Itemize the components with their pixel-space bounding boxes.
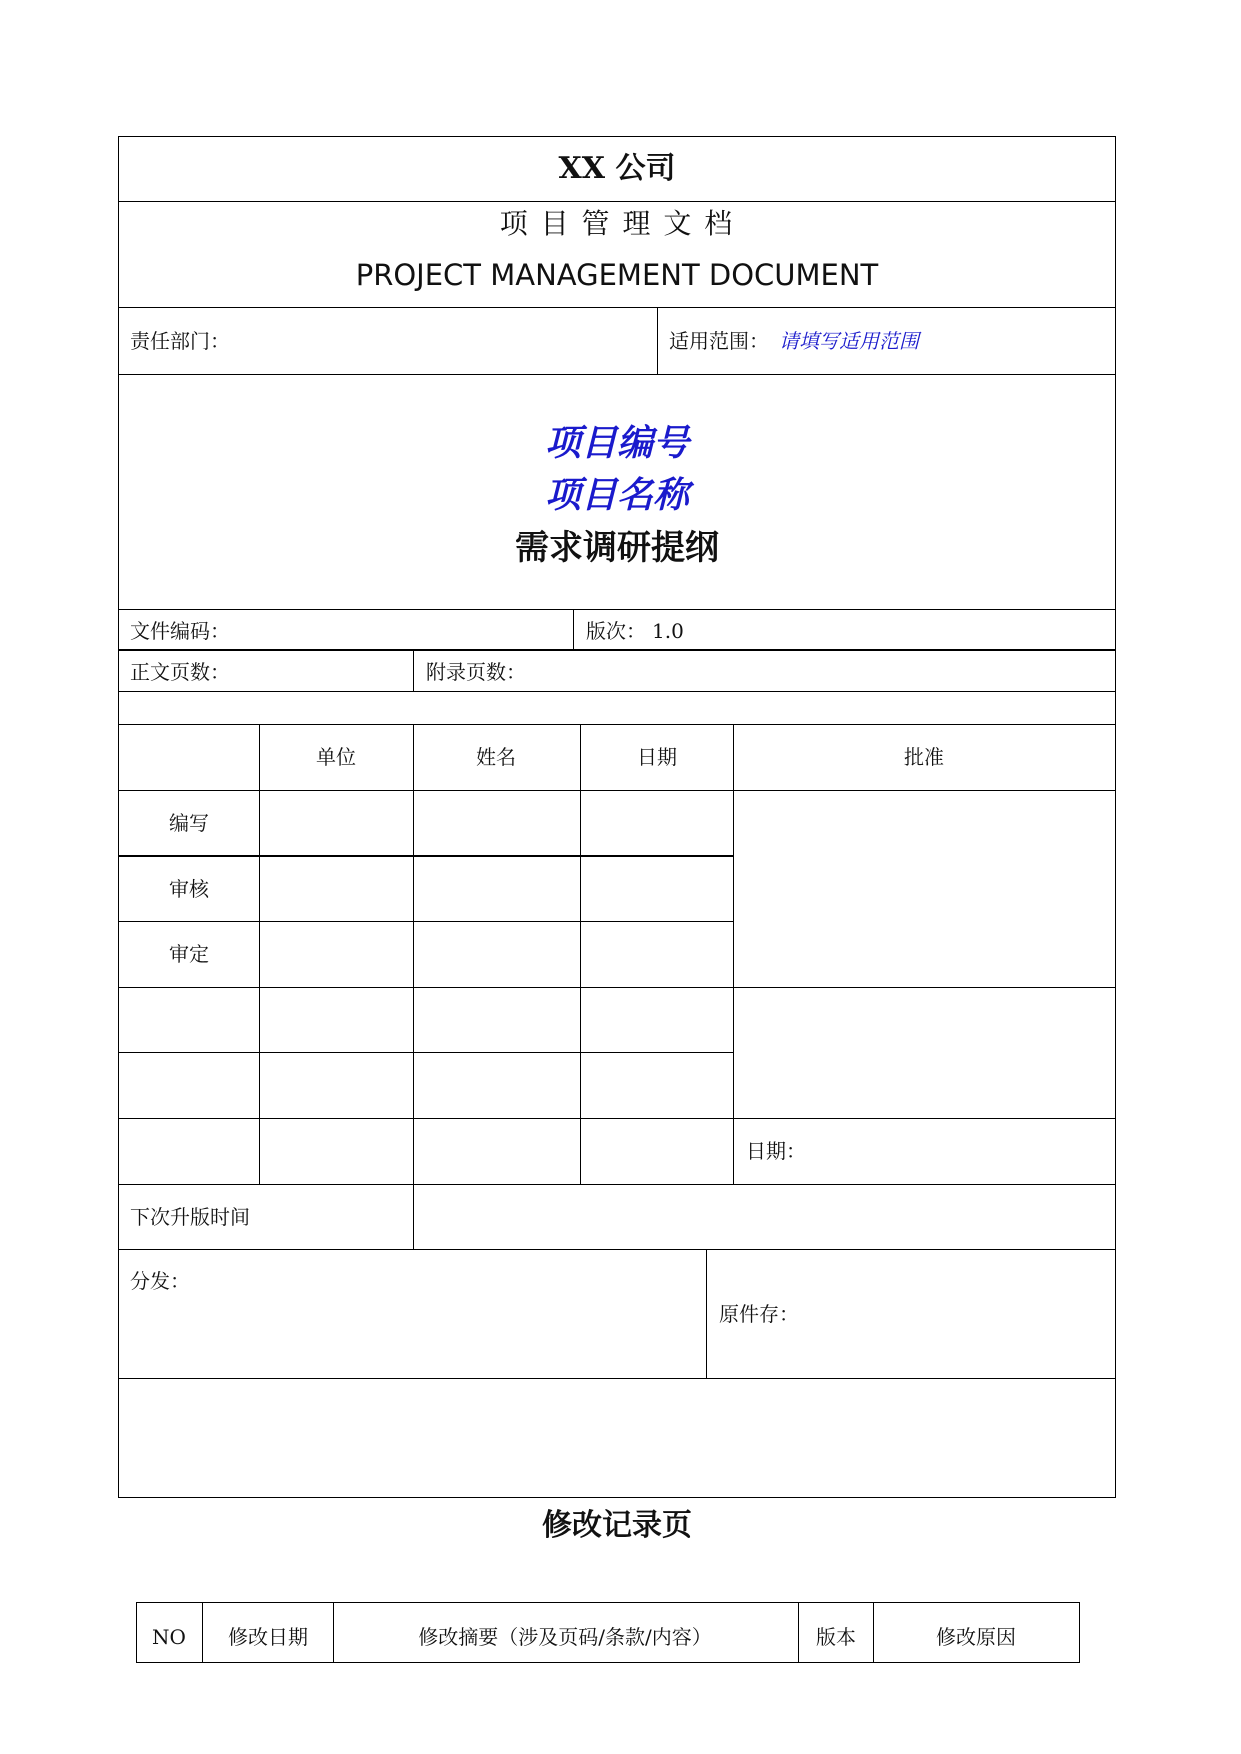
next-upgrade-label: 下次升版时间 (130, 1205, 250, 1229)
body-pages-label: 正文页数： (130, 660, 230, 684)
file-code-label: 文件编码： (130, 619, 230, 643)
divider-row-blank3 (118, 1184, 1116, 1185)
scope-label: 适用范围： (669, 329, 769, 353)
divider-title (118, 609, 1116, 610)
divider-row-write (118, 855, 734, 857)
row-label-write: 编写 (169, 811, 209, 835)
divider-distribution (118, 1378, 1116, 1379)
divider-filecode (118, 649, 1116, 651)
project-name[interactable]: 项目名称 (544, 474, 690, 516)
divider-company (118, 201, 1116, 202)
divider-scope (118, 374, 1116, 375)
revision-table-top (136, 1602, 1080, 1603)
version-label: 版次： (586, 619, 646, 643)
revision-col-0 (136, 1602, 137, 1663)
revision-title: 修改记录页 (542, 1508, 692, 1543)
revision-table-bottom (136, 1662, 1080, 1663)
distribution-label: 分发： (130, 1269, 190, 1293)
revision-col-2 (333, 1602, 334, 1663)
doc-type-cn: 项 目 管 理 文 档 (499, 207, 735, 240)
original-label: 原件存： (719, 1302, 799, 1326)
revision-header-reason: 修改原因 (936, 1625, 1016, 1649)
revision-col-1 (202, 1602, 203, 1663)
divider-next-upgrade (118, 1249, 1116, 1250)
approval-date-label: 日期： (746, 1139, 806, 1163)
header-name: 姓名 (476, 745, 516, 769)
revision-col-4 (873, 1602, 874, 1663)
dept-label: 责任部门： (130, 329, 230, 353)
header-approve: 批准 (904, 745, 944, 769)
revision-col-3 (798, 1602, 799, 1663)
header-date: 日期 (637, 745, 677, 769)
row-label-final: 审定 (169, 942, 209, 966)
doc-title: 需求调研提纲 (515, 528, 719, 568)
col-divider-4 (733, 724, 734, 1184)
divider-doctype (118, 307, 1116, 308)
project-number[interactable]: 项目编号 (544, 422, 690, 464)
divider-code-version (573, 609, 574, 650)
frame-left-border (118, 136, 119, 1498)
col-divider-2 (413, 724, 414, 1249)
appendix-pages-label: 附录页数： (426, 660, 526, 684)
divider-approval-header (118, 790, 1116, 791)
revision-header-summary: 修改摘要（涉及页码/条款/内容） (418, 1625, 712, 1649)
frame-top-border (118, 136, 1116, 137)
revision-header-no: NO (152, 1625, 186, 1649)
revision-col-5 (1079, 1602, 1080, 1663)
divider-row-final (118, 987, 1116, 988)
doc-type-en: PROJECT MANAGEMENT DOCUMENT (355, 258, 879, 292)
version-value: 1.0 (652, 619, 684, 643)
company-name: XX 公司 (558, 151, 676, 186)
divider-row-blank1 (118, 1052, 734, 1053)
revision-header-date: 修改日期 (228, 1625, 308, 1649)
col-divider-3 (580, 724, 581, 1184)
row-label-review: 审核 (169, 877, 209, 901)
divider-blank (118, 724, 1116, 725)
divider-dept-scope (657, 307, 658, 374)
divider-pages (118, 691, 1116, 692)
frame-bottom-border (118, 1497, 1116, 1498)
divider-body-appendix (413, 650, 414, 691)
frame-right-border (1115, 136, 1116, 1498)
revision-header-version: 版本 (816, 1625, 856, 1649)
divider-distribution-original (706, 1249, 707, 1378)
col-divider-1 (259, 724, 260, 1184)
divider-row-review (118, 921, 734, 922)
scope-value[interactable]: 请填写适用范围 (779, 329, 919, 353)
header-unit: 单位 (316, 745, 356, 769)
divider-row-blank2 (118, 1118, 1116, 1119)
